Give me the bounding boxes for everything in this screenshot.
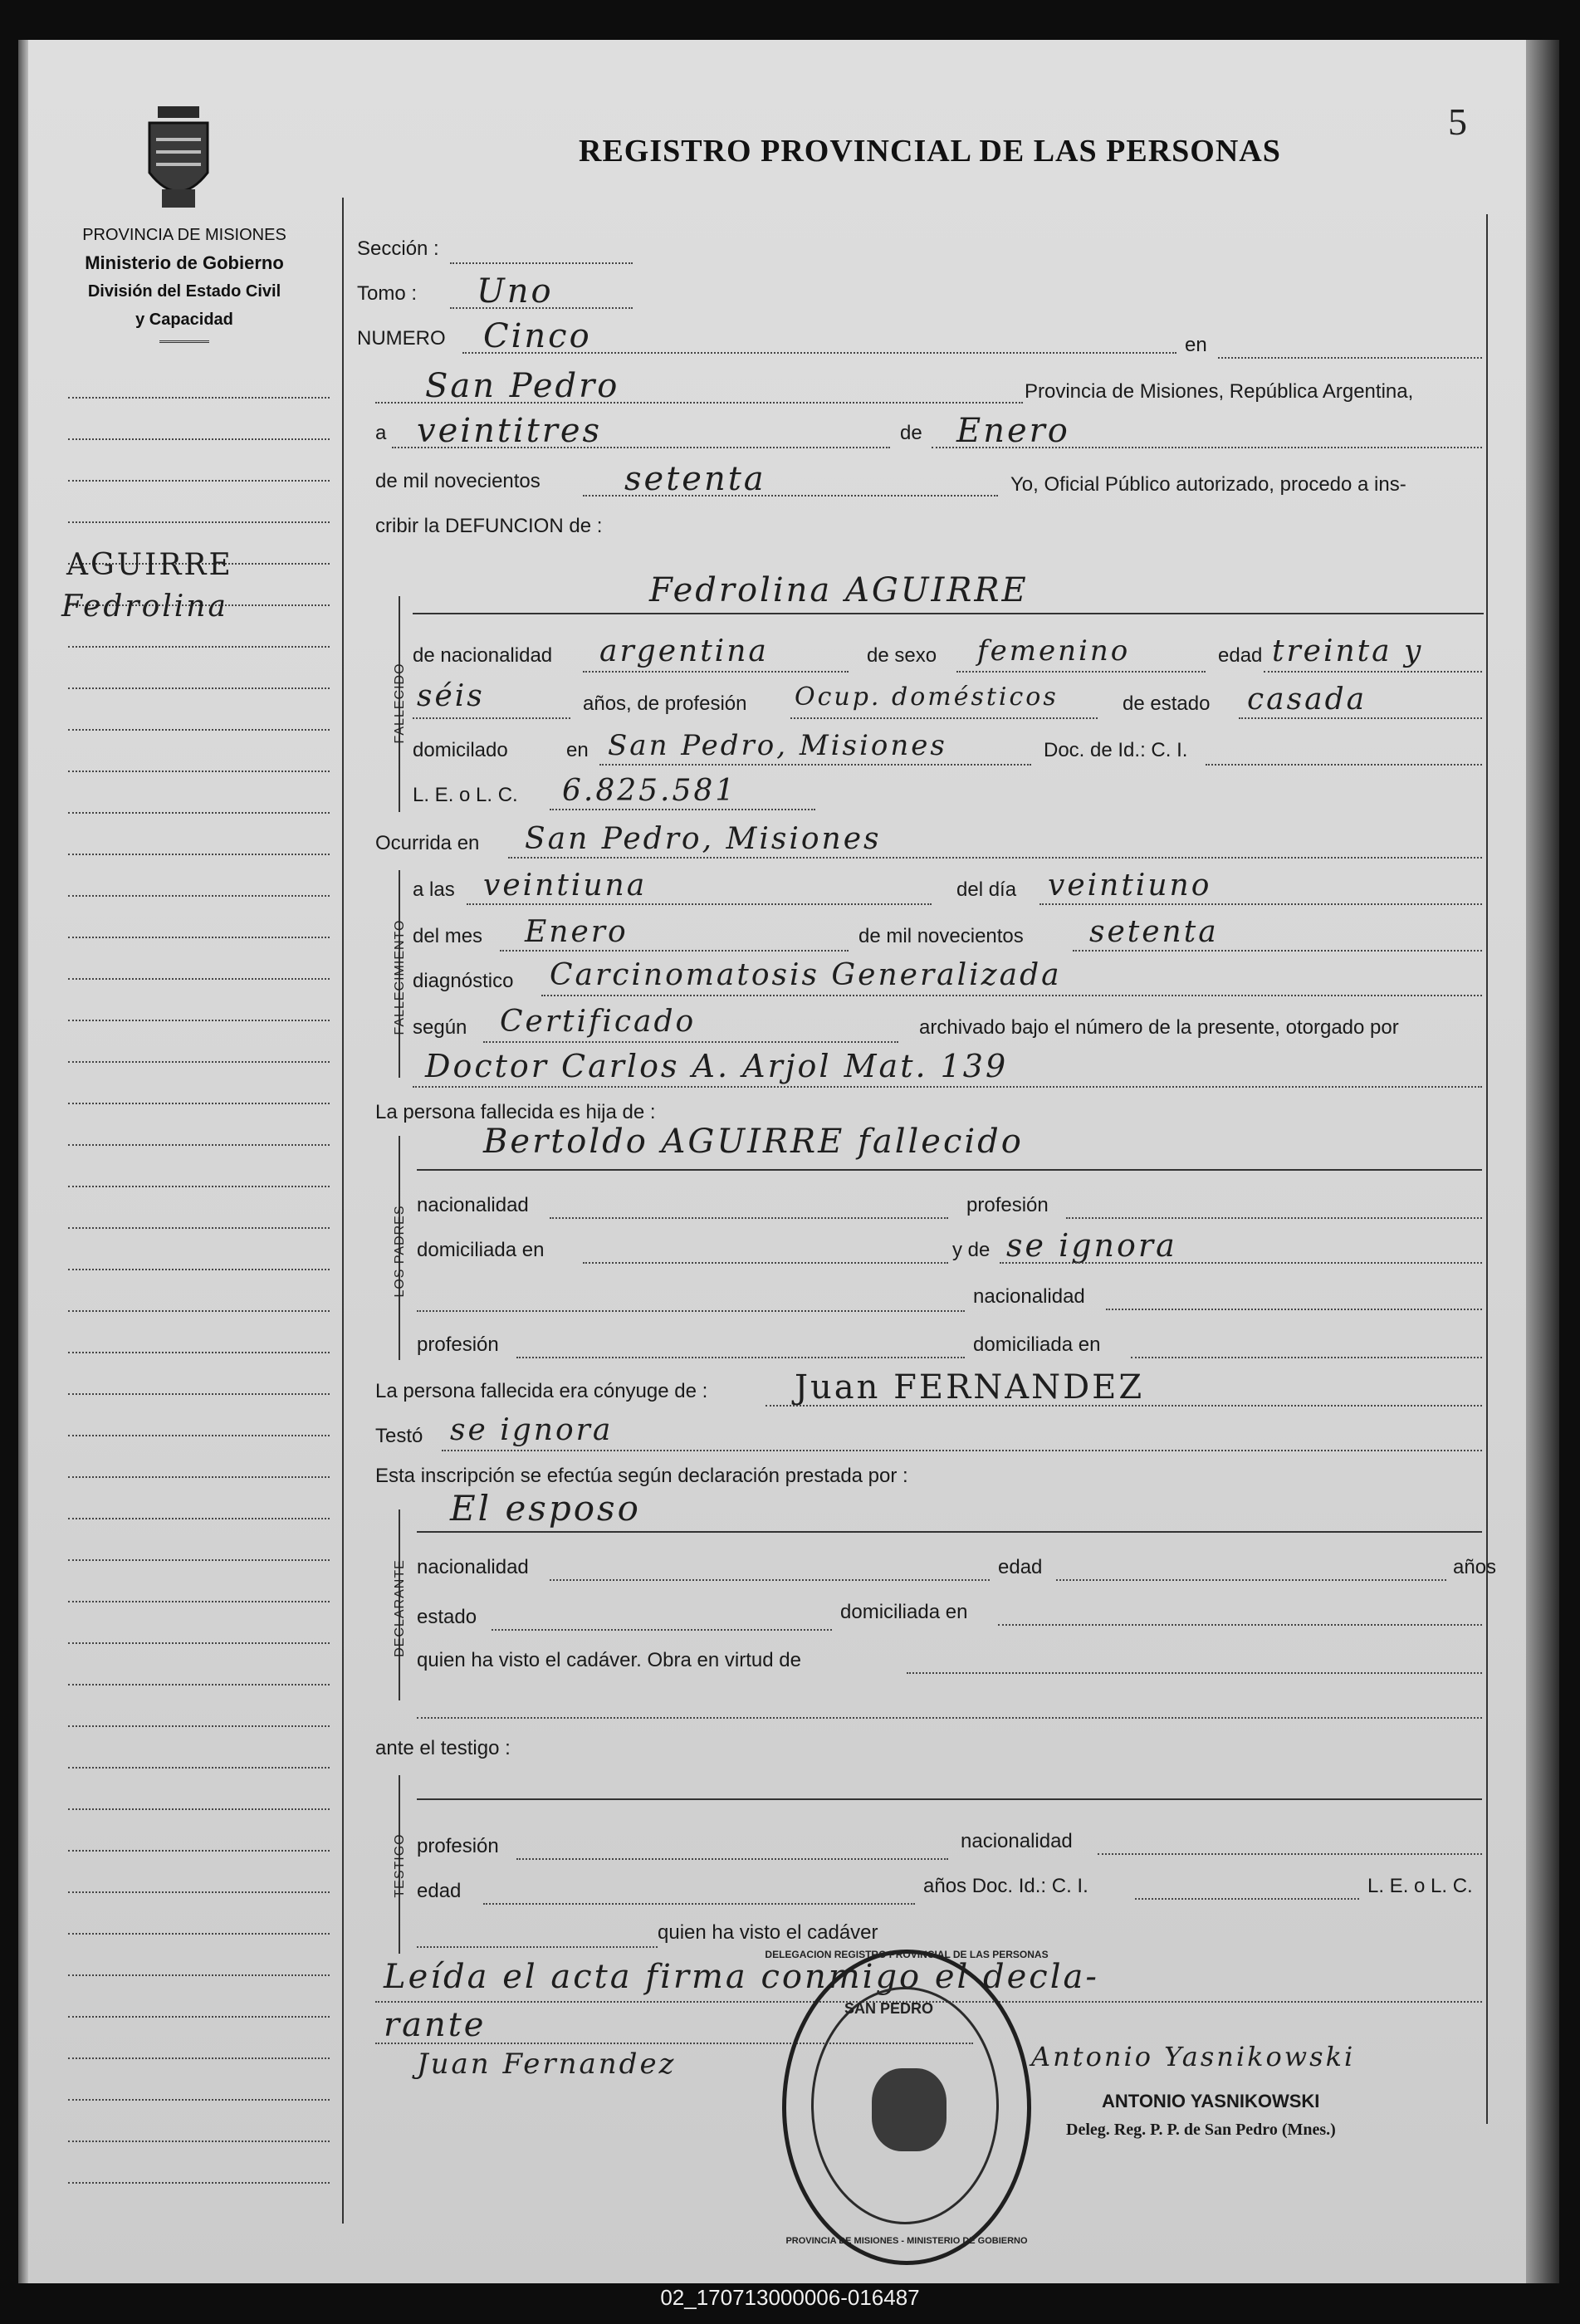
margin-ruled-line	[68, 937, 330, 938]
seal-center-text: SAN PEDRO	[844, 2000, 934, 2017]
issuer-division: División del Estado Civil	[87, 282, 281, 301]
margin-ruled-line	[68, 2182, 330, 2184]
testo-label: Testó	[375, 1425, 423, 1447]
declarante-domiciliada-label: domiciliada en	[840, 1601, 968, 1623]
side-label-fallecido: FALLECIDO	[393, 663, 407, 744]
oficial-signature: Antonio Yasnikowski	[1031, 2041, 1356, 2072]
page-number: 5	[1448, 100, 1467, 143]
margin-ruled-line	[68, 1642, 330, 1644]
issuer-province: PROVINCIA DE MISIONES	[82, 226, 286, 244]
declarante-value: El esposo	[450, 1488, 641, 1529]
seccion-label: Sección :	[357, 237, 439, 260]
document-page	[18, 40, 1559, 2283]
madre-nacionalidad-label: nacionalidad	[973, 1285, 1085, 1308]
testigo-doc-line	[1135, 1898, 1359, 1900]
side-label-declarante: DECLARANTE	[393, 1559, 407, 1657]
tomo-value: Uno	[477, 272, 554, 311]
margin-ruled-line	[68, 1435, 330, 1436]
margin-ruled-line	[68, 895, 330, 897]
sexo-label: de sexo	[867, 644, 937, 667]
margin-ruled-line	[68, 1310, 330, 1312]
numero-label: NUMERO	[357, 327, 446, 350]
testigo-nacionalidad-line	[1098, 1853, 1482, 1855]
ocurrida-value: San Pedro, Misiones	[525, 822, 882, 856]
page-edge-shadow	[1526, 40, 1559, 2283]
dia-defuncion-line	[1039, 903, 1482, 905]
ocurrida-line	[508, 857, 1482, 859]
de-label: de	[900, 422, 922, 444]
margin-ruled-line	[68, 854, 330, 855]
doc-id-line	[1206, 764, 1482, 766]
anio-line	[583, 495, 998, 497]
ante-testigo-label: ante el testigo :	[375, 1737, 511, 1759]
estado-line	[1239, 717, 1482, 719]
issuer-block	[68, 221, 301, 343]
testo-value: se ignora	[450, 1413, 614, 1447]
margin-surname: AGUIRRE	[66, 548, 233, 582]
seal-inner-ring	[811, 1987, 999, 2224]
margin-ruled-line	[68, 1767, 330, 1769]
testigo-name-line	[417, 1798, 1482, 1800]
padres-blank-line	[417, 1310, 965, 1312]
testigo-nacionalidad-label: nacionalidad	[961, 1830, 1073, 1852]
lugar-value: San Pedro	[425, 367, 620, 405]
testigo-cadaver-label: quien ha visto el cadáver	[658, 1921, 878, 1944]
declarante-edad-line	[1056, 1579, 1446, 1581]
a-label: a	[375, 422, 387, 444]
margin-ruled-line	[68, 1103, 330, 1104]
margin-ruled-line	[68, 480, 330, 482]
estado-value: casada	[1247, 683, 1367, 717]
dia-line	[392, 447, 890, 448]
margin-ruled-line	[68, 1933, 330, 1935]
segun-label: según	[413, 1016, 467, 1039]
official-seal-icon	[765, 1949, 1049, 2265]
segun-line	[483, 1041, 898, 1043]
hora-line	[467, 903, 932, 905]
margin-ruled-line	[68, 2057, 330, 2059]
margin-ruled-line	[68, 1020, 330, 1021]
a-las-label: a las	[413, 878, 455, 901]
dia-defuncion-value: veintiuno	[1048, 868, 1212, 903]
margin-ruled-line	[68, 1559, 330, 1561]
margin-ruled-line	[68, 1808, 330, 1810]
padres-profesion-label: profesión	[966, 1194, 1049, 1216]
le-lc-value: 6.825.581	[562, 774, 737, 808]
obra-line	[907, 1672, 1482, 1674]
issuer-capacity: y Capacidad	[135, 311, 233, 329]
padres-nacionalidad-line	[550, 1217, 948, 1219]
margin-ruled-line	[68, 1850, 330, 1852]
declarante-estado-label: estado	[417, 1606, 477, 1628]
anio-defuncion-line	[1073, 950, 1482, 952]
margin-ruled-line	[68, 1393, 330, 1395]
testigo-profesion-line	[516, 1858, 948, 1860]
madre-nacionalidad-line	[1106, 1309, 1482, 1310]
testigo-anos-doc-label: años Doc. Id.: C. I.	[923, 1875, 1088, 1897]
sexo-value: femenino	[977, 634, 1131, 668]
margin-ruled-line	[68, 729, 330, 731]
en-label: en	[1185, 334, 1207, 356]
le-lc-line	[550, 809, 815, 810]
padres-domiciliada-label: domiciliada en	[417, 1239, 545, 1261]
padres-domiciliada-line	[583, 1262, 948, 1264]
margin-given-name: Fedrolina	[61, 590, 228, 624]
margin-ruled-line	[68, 1518, 330, 1519]
oficial-label: Yo, Oficial Público autorizado, procedo a ins-	[1010, 473, 1406, 496]
conyuge-value: Juan FERNANDEZ	[795, 1368, 1145, 1407]
domicilio-value: San Pedro, Misiones	[608, 729, 947, 762]
margin-ruled-line	[68, 2141, 330, 2142]
testo-line	[442, 1450, 1482, 1451]
madre-line	[1000, 1262, 1482, 1264]
issuer-ministry: Ministerio de Gobierno	[85, 252, 284, 273]
margin-ruled-line	[68, 1891, 330, 1893]
declarante-nacionalidad-line	[550, 1579, 990, 1581]
provincia-label: Provincia de Misiones, República Argentina,	[1025, 380, 1414, 403]
margin-ruled-line	[68, 1269, 330, 1270]
margin-ruled-line	[68, 978, 330, 980]
numero-value: Cinco	[483, 317, 592, 355]
edad2-line	[413, 717, 570, 719]
margin-ruled-line	[68, 687, 330, 689]
medico-line	[413, 1086, 1482, 1088]
margin-ruled-line	[68, 1974, 330, 1976]
margin-ruled-line	[68, 812, 330, 814]
inscribir-label: cribir la DEFUNCION de :	[375, 515, 603, 537]
declarante-anos-label: años	[1453, 1556, 1497, 1578]
closing-line-1: Leída el acta firma conmigo el decla-	[384, 1958, 1099, 1996]
margin-ruled-line	[68, 1725, 330, 1727]
medico-value: Doctor Carlos A. Arjol Mat. 139	[425, 1048, 1009, 1084]
madre-domiciliada-line	[1131, 1357, 1482, 1358]
margin-ruled-line	[68, 521, 330, 523]
mes-line	[932, 447, 1482, 448]
hija-de-label: La persona fallecida es hija de :	[375, 1101, 656, 1123]
declarante-line	[417, 1531, 1482, 1533]
quien-cadaver-obra-label: quien ha visto el cadáver. Obra en virtud de	[417, 1649, 801, 1671]
archivado-label: archivado bajo el número de la presente, otorgado por	[919, 1016, 1399, 1039]
margin-ruled-line	[68, 397, 330, 399]
declarante-domiciliada-line	[998, 1624, 1482, 1626]
mes-value: Enero	[956, 412, 1070, 450]
nombre-fallecido-value: Fedrolina AGUIRRE	[649, 571, 1029, 609]
profesion-value: Ocup. domésticos	[795, 683, 1059, 712]
mes-defuncion-value: Enero	[525, 915, 629, 949]
madre-value: se ignora	[1006, 1227, 1177, 1264]
declarante-signature: Juan Fernandez	[417, 2048, 677, 2081]
official-name: ANTONIO YASNIKOWSKI	[1102, 2091, 1320, 2111]
madre-profesion-label: profesión	[417, 1333, 499, 1356]
margin-ruled-line	[68, 2099, 330, 2101]
anio-defuncion-value: setenta	[1089, 915, 1219, 949]
conyuge-label: La persona fallecida era cónyuge de :	[375, 1380, 708, 1402]
declarante-blank-line	[417, 1717, 1482, 1719]
margin-ruled-line	[68, 1684, 330, 1686]
madre-domiciliada-label: domiciliada en	[973, 1333, 1101, 1356]
conyuge-line	[766, 1405, 1482, 1407]
margin-ruled-line	[68, 1227, 330, 1229]
del-mes-label: del mes	[413, 925, 483, 947]
margin-ruled-line	[68, 1186, 330, 1187]
side-label-fallecimiento: FALLECIMIENTO	[393, 919, 407, 1035]
diagnostico-line	[541, 995, 1482, 996]
estado-label: de estado	[1123, 692, 1211, 715]
nacionalidad-line	[583, 671, 849, 673]
margin-ruled-line	[68, 771, 330, 772]
padre-value: Bertoldo AGUIRRE fallecido	[483, 1123, 1024, 1161]
sexo-line	[956, 671, 1206, 673]
nacionalidad-value: argentina	[599, 634, 769, 668]
padre-line	[417, 1169, 1482, 1171]
mil-novecientos-2-label: de mil novecientos	[858, 925, 1024, 947]
anos-profesion-label: años, de profesión	[583, 692, 747, 715]
testigo-edad-label: edad	[417, 1880, 462, 1902]
le-lc-label: L. E. o L. C.	[413, 784, 518, 806]
seal-emblem-icon	[872, 2068, 947, 2151]
madre-profesion-line	[516, 1357, 965, 1358]
hora-value: veintiuna	[483, 868, 648, 903]
margin-ruled-line	[68, 1601, 330, 1602]
margin-ruled-line	[68, 646, 330, 648]
diagnostico-value: Carcinomatosis Generalizada	[550, 958, 1062, 992]
margin-ruled-line	[68, 1144, 330, 1146]
declarante-nacionalidad-label: nacionalidad	[417, 1556, 529, 1578]
margin-ruled-line	[68, 1352, 330, 1353]
provincial-crest-icon	[141, 106, 216, 214]
domicilio-line	[599, 764, 1031, 766]
closing-line-2: rante	[384, 2006, 487, 2044]
official-role: Deleg. Reg. P. P. de San Pedro (Mnes.)	[1066, 2121, 1336, 2139]
side-label-testigo: TESTIGO	[393, 1833, 407, 1898]
testigo-blank-line	[417, 1946, 658, 1948]
testigo-le-lc-label: L. E. o L. C.	[1367, 1875, 1473, 1897]
image-caption: 02_170713000006-016487	[660, 2285, 920, 2310]
en-line	[1218, 357, 1482, 359]
doc-id-label: Doc. de Id.: C. I.	[1044, 739, 1188, 761]
mes-defuncion-line	[500, 950, 849, 952]
tomo-label: Tomo :	[357, 282, 418, 305]
lugar-line	[375, 402, 1023, 404]
edad-line	[1264, 671, 1482, 673]
domicilio-en-label: en	[566, 739, 589, 761]
padres-profesion-line	[1066, 1217, 1482, 1219]
ocurrida-label: Ocurrida en	[375, 832, 480, 854]
edad-value-1: treinta y	[1272, 634, 1424, 668]
seccion-line	[450, 262, 633, 264]
issuer-rule	[159, 340, 209, 343]
diagnostico-label: diagnóstico	[413, 970, 514, 992]
profesion-line	[790, 717, 1098, 719]
margin-ruled-line	[68, 1476, 330, 1478]
nacionalidad-label: de nacionalidad	[413, 644, 553, 667]
domicilio-label: domicilado	[413, 739, 508, 761]
del-dia-label: del día	[956, 878, 1017, 901]
seal-top-text: DELEGACION REGISTRO PROVINCIAL DE LAS PERSONAS	[765, 1949, 1049, 1960]
numero-line	[462, 352, 1176, 354]
de-mil-novecientos-label: de mil novecientos	[375, 470, 541, 492]
declarante-estado-line	[492, 1629, 832, 1631]
edad-label: edad	[1218, 644, 1263, 667]
margin-ruled-line	[68, 438, 330, 440]
declaracion-label: Esta inscripción se efectúa según declaración prestada por :	[375, 1465, 908, 1487]
tomo-line	[450, 307, 633, 309]
book-binding	[18, 40, 28, 2283]
testigo-edad-line	[483, 1903, 915, 1905]
edad-value-2: séis	[417, 679, 485, 713]
side-label-padres: LOS PADRES	[393, 1205, 407, 1298]
margin-divider	[342, 198, 344, 2224]
seal-bottom-text: PROVINCIA DE MISIONES - MINISTERIO DE GOBIERNO	[785, 2236, 1028, 2246]
margin-ruled-line	[68, 2016, 330, 2018]
form-right-border	[1486, 214, 1488, 2124]
nombre-fallecido-line	[413, 613, 1484, 614]
segun-value: Certificado	[500, 1005, 697, 1039]
testigo-profesion-label: profesión	[417, 1835, 499, 1857]
padres-nacionalidad-label: nacionalidad	[417, 1194, 529, 1216]
margin-ruled-line	[68, 1061, 330, 1063]
page-title: REGISTRO PROVINCIAL DE LAS PERSONAS	[579, 134, 1281, 169]
dia-value: veintitres	[417, 412, 603, 450]
y-de-label: y de	[952, 1239, 991, 1261]
declarante-edad-label: edad	[998, 1556, 1043, 1578]
anio-value: setenta	[624, 460, 766, 498]
